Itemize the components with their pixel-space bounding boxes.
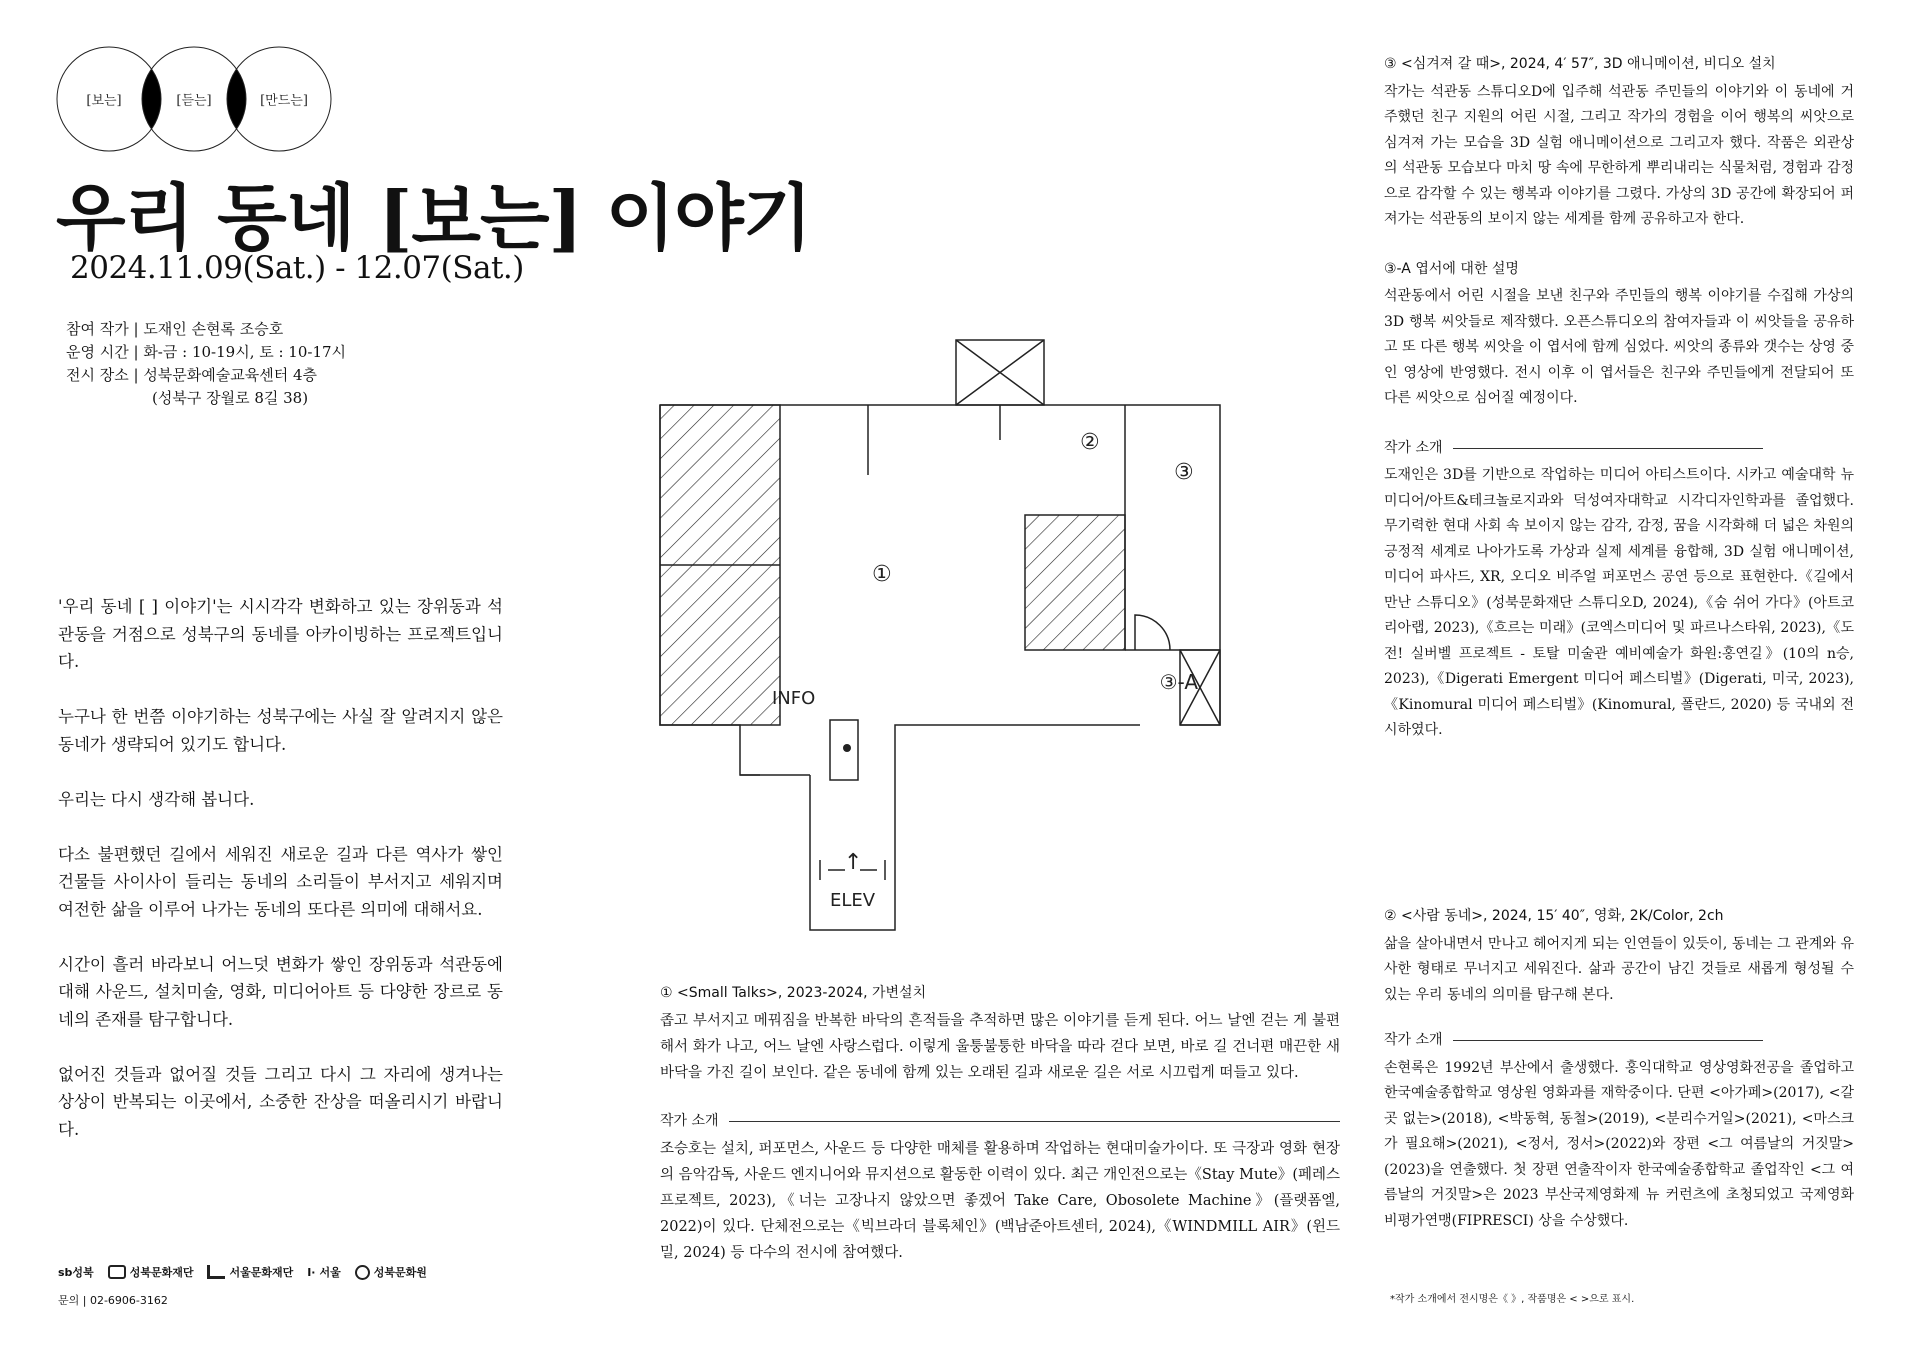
plan-arrow-up: ↑ bbox=[844, 850, 863, 875]
intro-paragraph: 다소 불편했던 길에서 세워진 새로운 길과 다른 역사가 쌓인 건물들 사이사이 들리는 동네의 소리들이 부서지고 세워지며 여전한 삶을 이루어 나가는 동네의 또다른 의미에 대해서요. bbox=[58, 844, 503, 919]
intro-paragraph: 우리는 다시 생각해 봅니다. bbox=[58, 789, 255, 809]
work1-section bbox=[660, 980, 1340, 1266]
work2-heading: ② <사람 동네>, 2024, 15′ 40″, 영화, 2K/Color, 2ch bbox=[1384, 908, 1724, 924]
footnote: *작가 소개에서 전시명은《 》, 작품명은 < >으로 표시. bbox=[1390, 1294, 1635, 1305]
work3-text: 작가는 석관동 스튜디오D에 입주해 석관동 주민들의 이야기와 이 동네에 거주했던 친구 지원의 어린 시절, 그리고 작가의 경험을 이어 행복의 씨앗으로 심겨져 가는 모습을 3D 실험 애니메이션으로 그리고자 했다. 작품은 외관상의 석관동 모습보다 마치 땅 속에 무한하게 뿌리내리는 식물처럼, 경험과 감정으로 감각할 수 있는 행복과 이야기를 그렸다. 가상의 3D 공간에 확장되어 퍼져가는 석관동의 보이지 않는 세계를 함께 공유하고자 한다. bbox=[1384, 83, 1854, 227]
plan-room-1: ① bbox=[872, 562, 892, 587]
circle-mark-icon bbox=[355, 1265, 370, 1280]
seal-icon bbox=[108, 1265, 126, 1279]
intro-paragraph: 시간이 흘러 바라보니 어느덧 변화가 쌓인 장위동과 석관동에 대해 사운드, 설치미술, 영화, 미디어아트 등 다양한 장르로 동네의 존재를 탐구합니다. bbox=[58, 954, 503, 1029]
info-venue: 전시 장소 | 성북문화예술교육센터 4층 bbox=[66, 366, 318, 384]
info-hours: 운영 시간 | 화-금 : 10-19시, 토 : 10-17시 bbox=[66, 343, 347, 361]
work3a-heading: ③-A 엽서에 대한 설명 bbox=[1384, 260, 1519, 277]
work2-bio: 손현록은 1992년 부산에서 출생했다. 홍익대학교 영상영화전공을 졸업하고 한국예술종합학교 영상원 영화과를 재학중이다. 단편 <아가페>(2017), <갈 곳 없는>(2018), <박동혁, 동철>(2019), <분리수거일>(2021), <마스크가 필요해>(2021), <정서, 정서>(2022)와 장편 <그 여름날의 거짓말>(2023)을 연출했다. 첫 장편 연출작이자 한국예술종합학교 졸업작인 <그 여름날의 거짓말>은 2023 부산국제영화제 뉴 커런츠에 초청되었고 국제영화비평가연맹(FIPRESCI) 상을 수상했다. bbox=[1384, 1059, 1854, 1229]
intro-text bbox=[58, 593, 503, 1171]
info-address: (성북구 장월로 8길 38) bbox=[152, 389, 309, 407]
divider bbox=[729, 1121, 1340, 1122]
page-title: 우리 동네 [보는] 이야기 bbox=[56, 175, 812, 260]
work2-section bbox=[1384, 904, 1854, 1234]
exhibition-dates: 2024.11.09(Sat.) - 12.07(Sat.) bbox=[70, 250, 524, 286]
exhibition-info bbox=[66, 318, 346, 410]
plan-room-3: ③ bbox=[1174, 460, 1194, 485]
logo-sb-seongbuk: sb성북 bbox=[58, 1266, 94, 1279]
logo-seoul: I· 서울 bbox=[307, 1265, 341, 1279]
sponsor-logos bbox=[58, 1258, 508, 1286]
logo-seongbuk-culture-center: 성북문화원 bbox=[355, 1264, 427, 1280]
logo-seoul-foundation: 서울문화재단 bbox=[207, 1264, 293, 1280]
floor-plan bbox=[650, 330, 1340, 950]
work2-text: 삶을 살아내면서 만나고 헤어지게 되는 인연들이 있듯이, 동네는 그 관계와 유사한 형태로 무너지고 세워진다. 삶과 공간이 남긴 것들로 새롭게 형성될 수 있는 우리 동네의 의미를 탐구해 본다. bbox=[1384, 935, 1854, 1003]
info-artists: 참여 작가 | 도재인 손현록 조승호 bbox=[66, 320, 284, 338]
work1-bio: 조승호는 설치, 퍼포먼스, 사운드 등 다양한 매체를 활용하며 작업하는 현대미술가이다. 또 극장과 영화 현장의 음악감독, 사운드 엔지니어와 뮤지션으로 활동한 이력이 있다. 최근 개인전으로는《Stay Mute》(페레스프로젝트, 2023),《너는 고장나지 않았으면 좋겠어 Take Care, Obosolete Machine》(플랫폼엘, 2022)이 있다. 단체전으로는《빅브라더 블록체인》(백남준아트센터, 2024),《WINDMILL AIR》(윈드밀, 2024) 등 다수의 전시에 참여했다. bbox=[660, 1141, 1340, 1261]
floor-plan-drawing bbox=[650, 330, 1340, 950]
intro-paragraph: 없어진 것들과 없어질 것들 그리고 다시 그 자리에 생겨나는 상상이 반복되는 이곳에서, 소중한 잔상을 떠올리시기 바랍니다. bbox=[58, 1064, 503, 1139]
work3a-text: 석관동에서 어린 시절을 보낸 친구와 주민들의 행복 이야기를 수집해 가상의 3D 행복 씨앗들로 제작했다. 오픈스튜디오의 참여자들과 이 씨앗들을 공유하고 또 다른 행복 씨앗을 이 엽서에 함께 심었다. 씨앗의 종류와 갯수는 상영 중인 영상에 반영했다. 전시 이후 이 엽서들은 친구와 주민들에게 전달되어 또 다른 씨앗으로 심어질 예정이다. bbox=[1384, 288, 1854, 406]
plan-room-2: ② bbox=[1080, 430, 1100, 455]
venn-label-see: [보는] bbox=[86, 93, 122, 109]
venn-logo bbox=[54, 44, 334, 154]
venn-label-make: [만드는] bbox=[260, 93, 308, 109]
work3-bio-header bbox=[1384, 436, 1854, 462]
work3-section bbox=[1384, 52, 1854, 744]
plan-info-label: INFO bbox=[772, 688, 816, 709]
divider bbox=[1453, 1040, 1763, 1041]
work3-bio-label: 작가 소개 bbox=[1384, 439, 1443, 456]
work1-heading: ① <Small Talks>, 2023-2024, 가변설치 bbox=[660, 985, 927, 1001]
plan-room-3a: ③-A bbox=[1159, 670, 1198, 694]
work1-text: 좁고 부서지고 메꿔짐을 반복한 바닥의 흔적들을 추적하면 많은 이야기를 듣게 된다. 어느 날엔 걷는 게 불편해서 화가 나고, 어느 날엔 사랑스럽다. 이렇게 울퉁불퉁한 바닥을 따라 걷다 보면, 바로 길 건너편 매끈한 새 바닥을 가진 길이 보인다. 같은 동네에 함께 있는 오래된 길과 새로운 길은 서로 시끄럽게 떠들고 있다. bbox=[660, 1013, 1340, 1081]
intro-paragraph: '우리 동네 [ ] 이야기'는 시시각각 변화하고 있는 장위동과 석관동을 거점으로 성북구의 동네를 아카이빙하는 프로젝트입니다. bbox=[58, 597, 503, 671]
work1-bio-header bbox=[660, 1108, 1340, 1134]
seoul-mark-icon bbox=[207, 1265, 225, 1279]
contact-phone: 문의 | 02-6906-3162 bbox=[58, 1294, 168, 1307]
logo-seongbuk-foundation: 성북문화재단 bbox=[108, 1264, 194, 1280]
plan-elev-label: ELEV bbox=[830, 890, 876, 911]
venn-label-hear: [듣는] bbox=[176, 93, 212, 109]
work1-bio-label: 작가 소개 bbox=[660, 1113, 719, 1129]
intro-paragraph: 누구나 한 번쯤 이야기하는 성북구에는 사실 잘 알려지지 않은 동네가 생략되어 있기도 합니다. bbox=[58, 707, 503, 754]
work3-bio: 도재인은 3D를 기반으로 작업하는 미디어 아티스트이다. 시카고 예술대학 뉴미디어/아트&테크놀로지과와 덕성여자대학교 시각디자인학과를 졸업했다. 무기력한 현대 사회 속 보이지 않는 감각, 감정, 꿈을 시각화해 더 넓은 차원의 긍정적 세계로 나아가도록 가상과 실제 세계를 융합해, 3D 실험 애니메이션, 미디어 파사드, XR, 오디오 비주얼 퍼포먼스 공연 등으로 표현한다.《길에서 만난 스튜디오》(성북문화재단 스튜디오D, 2024),《숨 쉬어 가다》(아트코리아랩, 2023),《흐르는 미래》(코엑스미디어 및 파르나스타워, 2023),《도전! 실버벨 프로젝트 - 토탈 미술관 예비예술가 화원:홍연길》(10의 n승, 2023),《Digerati Emergent 미디어 페스티벌》(Digerati, 미국, 2023),《Kinomural 미디어 페스티벌》(Kinomural, 폴란드, 2020) 등 국내외 전시하였다. bbox=[1384, 467, 1854, 738]
work3-heading: ③ <심겨져 갈 때>, 2024, 4′ 57″, 3D 애니메이션, 비디오 설치 bbox=[1384, 56, 1776, 72]
work2-bio-label: 작가 소개 bbox=[1384, 1032, 1443, 1048]
work2-bio-header bbox=[1384, 1028, 1854, 1054]
divider bbox=[1453, 448, 1763, 449]
